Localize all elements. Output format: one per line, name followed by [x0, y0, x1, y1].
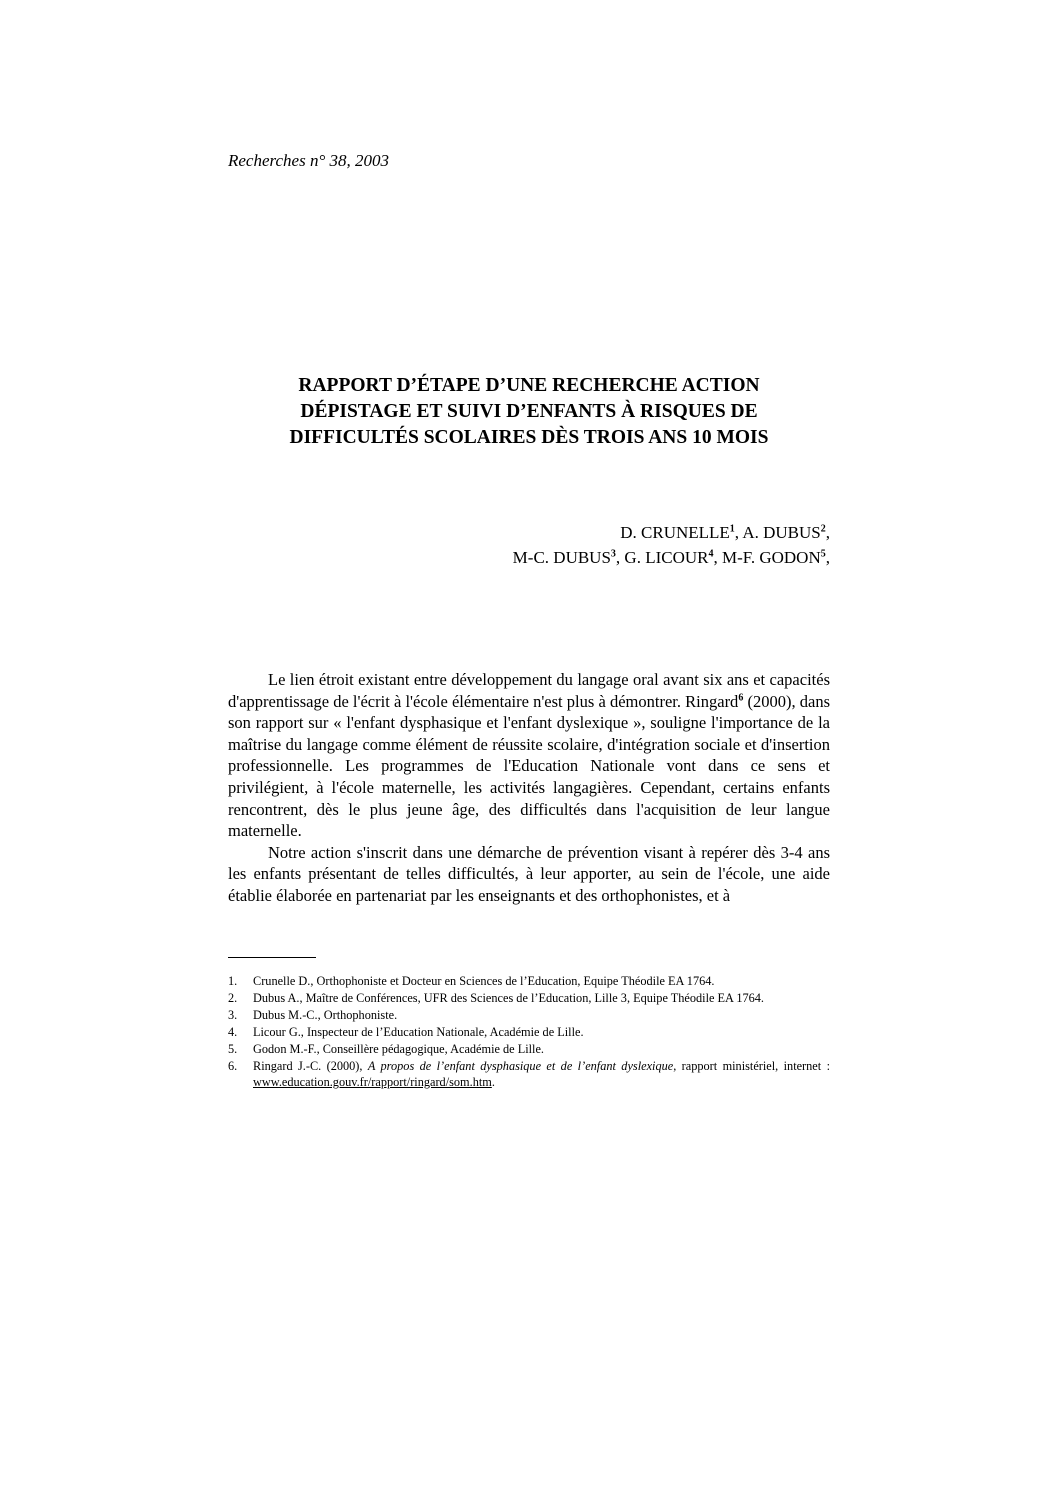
paragraph-1-end: (2000), dans son rapport sur « l'enfant dysphasique et l'enfant dyslexique », souligne l'importance de la maîtrise du langage comme élément de réussite scolaire, d'intégration sociale et d'insertion professionnelle. Les programmes de l'Education Nationale vont dans ce sens et privilégient, à l'école maternelle, les activités langagières. Cependant, certains enfants rencontrent, dès le plus jeune âge, des difficultés dans l'acquisition de leur langue maternelle. — [228, 691, 831, 841]
footnote-text-start: Ringard J.-C. (2000), — [253, 1059, 368, 1073]
article-title — [228, 373, 830, 451]
footnote-2 — [228, 990, 830, 1006]
footnote-text-end: . — [491, 1075, 495, 1089]
footnote-text: Crunelle D., Orthophoniste et Docteur en Sciences de l’Education, Equipe Théodile EA 1764. — [253, 974, 715, 988]
footnote-number: 2. — [228, 991, 238, 1005]
footnote-text: Dubus A., Maître de Conférences, UFR des Sciences de l’Education, Lille 3, Equipe Théodile EA 1764. — [253, 991, 765, 1005]
paragraph-1-start: Le lien étroit existant entre développement du langage oral avant six ans et capacités d'apprentissage de l'écrit à l'école élémentaire n'est plus à démontrer. Ringard — [228, 670, 830, 711]
title-line-3: DIFFICULTÉS SCOLAIRES DÈS TROIS ANS 10 MOIS — [289, 427, 769, 448]
footnote-number: 5. — [228, 1042, 238, 1056]
footnote-mark[interactable]: 3 — [610, 548, 616, 560]
author-separator: , — [825, 548, 830, 567]
footnote-number: 6. — [228, 1059, 238, 1073]
footnote-number: 1. — [228, 974, 238, 988]
footnote-4 — [228, 1024, 830, 1040]
footnote-text: Dubus M.-C., Orthophoniste. — [253, 1008, 398, 1022]
author-line-2 — [513, 545, 830, 570]
author-name: A. DUBUS — [742, 523, 821, 542]
footnote-text: Licour G., Inspecteur de l’Education Nationale, Académie de Lille. — [253, 1025, 584, 1039]
footnote-1 — [228, 973, 830, 989]
author-separator: , — [615, 548, 625, 567]
footnote-number: 3. — [228, 1008, 238, 1022]
footnote-mark[interactable]: 1 — [729, 523, 735, 535]
cited-title: A propos de l’enfant dysphasique et de l’enfant dyslexique — [367, 1059, 674, 1073]
footnote-divider — [228, 957, 316, 958]
author-separator: , — [734, 523, 743, 542]
footnote-mark[interactable]: 5 — [820, 548, 826, 560]
reference-link[interactable]: www.education.gouv.fr/rapport/ringard/som.htm — [253, 1075, 492, 1089]
footnote-3 — [228, 1007, 830, 1023]
footnote-5 — [228, 1041, 830, 1057]
author-name: D. CRUNELLE — [620, 523, 730, 542]
paragraph-1 — [228, 669, 830, 842]
author-name: M-F. GODON — [721, 548, 821, 567]
journal-header: Recherches n° 38, 2003 — [228, 151, 390, 170]
author-list — [513, 520, 830, 570]
title-line-1: RAPPORT D’ÉTAPE D’UNE RECHERCHE ACTION — [298, 375, 760, 396]
author-line-1 — [513, 520, 830, 545]
author-name: M-C. DUBUS — [512, 548, 611, 567]
footnote-text: Godon M.-F., Conseillère pédagogique, Académie de Lille. — [253, 1042, 544, 1056]
footnote-mark[interactable]: 2 — [820, 523, 826, 535]
author-name: G. LICOUR — [624, 548, 709, 567]
footnote-text-middle: , rapport ministériel, internet : — [673, 1059, 830, 1073]
paragraph-2: Notre action s'inscrit dans une démarche de prévention visant à repérer dès 3-4 ans les enfants présentant de telles difficultés, à leur apporter, au sein de l'école, une aide établie élaborée en partenariat par les enseignants et des orthophonistes, et à — [228, 842, 830, 905]
footnote-number: 4. — [228, 1025, 238, 1039]
footnotes — [228, 973, 830, 1091]
footnote-mark[interactable]: 6 — [738, 692, 744, 704]
body-text — [228, 669, 830, 907]
author-separator: , — [825, 523, 830, 542]
author-separator: , — [713, 548, 722, 567]
footnote-6 — [228, 1058, 830, 1090]
footnote-mark[interactable]: 4 — [708, 548, 714, 560]
title-line-2: DÉPISTAGE ET SUIVI D’ENFANTS À RISQUES DE — [300, 401, 758, 422]
